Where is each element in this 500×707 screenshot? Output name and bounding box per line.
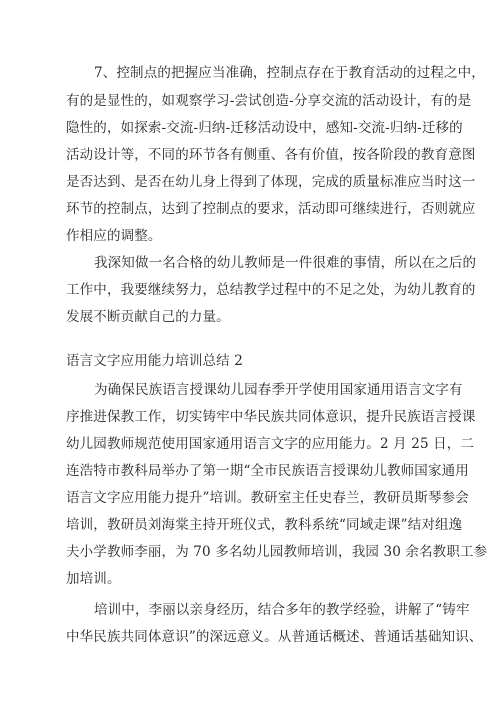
paragraph-line: 培训中，李丽以亲身经历，结合多年的教学经验，讲解了“铸牢 (94, 602, 470, 618)
paragraph-line: 环节的控制点，达到了控制点的要求，活动即可继续进行，否则就应 (66, 201, 476, 217)
paragraph-line: 语言文字应用能力提升”培训。教研室主任史春兰，教研员斯琴参会 (66, 490, 469, 506)
paragraph-line: 为确保民族语言授课幼儿园春季开学使用国家通用语言文字有 (94, 382, 463, 398)
paragraph-line: 培训，教研员刘海棠主持开班仪式，教科系统“同域走课”结对组逸 (66, 517, 463, 533)
paragraph-line: 我深知做一名合格的幼儿教师是一件很难的事情，所以在之后的 (94, 255, 477, 271)
section-heading: 语言文字应用能力培训总结 2 (66, 353, 243, 369)
paragraph-line: 幼儿园教师规范使用国家通用语言文字的应用能力。2 月 25 日，二 (66, 436, 475, 452)
paragraph-line: 连浩特市教科局举办了第一期“全市民族语言授课幼儿教师国家通用 (66, 463, 469, 479)
paragraph-line: 夫小学教师李丽，为 70 多名幼儿园教师培训，我园 30 余名教职工参 (66, 544, 488, 560)
paragraph-line: 隐性的，如探索-交流-归纳-迁移活动设中，感知-交流-归纳-迁移的 (66, 120, 463, 136)
paragraph-line: 是否达到、是否在幼儿身上得到了体现，完成的质量标准应当时这一 (66, 174, 476, 190)
paragraph-line: 发展不断贡献自己的力量。 (66, 309, 230, 325)
paragraph-line: 序推进保教工作，切实铸牢中华民族共同体意识，提升民族语言授课 (66, 409, 476, 425)
paragraph-line: 加培训。 (66, 571, 121, 587)
paragraph-line: 活动设计等，不同的环节各有侧重、各有价值，按各阶段的教育意图 (66, 147, 476, 163)
paragraph-line: 作相应的调整。 (66, 228, 162, 244)
paragraph-line: 工作中，我要继续努力，总结教学过程中的不足之处，为幼儿教育的 (66, 282, 476, 298)
paragraph-line: 7、控制点的把握应当准确，控制点存在于教育活动的过程之中， (94, 65, 485, 81)
paragraph-line: 中华民族共同体意识”的深远意义。从普通话概述、普通话基础知识、 (66, 629, 483, 645)
paragraph-line: 有的是显性的，如观察学习-尝试创造-分享交流的活动设计，有的是 (66, 93, 472, 109)
